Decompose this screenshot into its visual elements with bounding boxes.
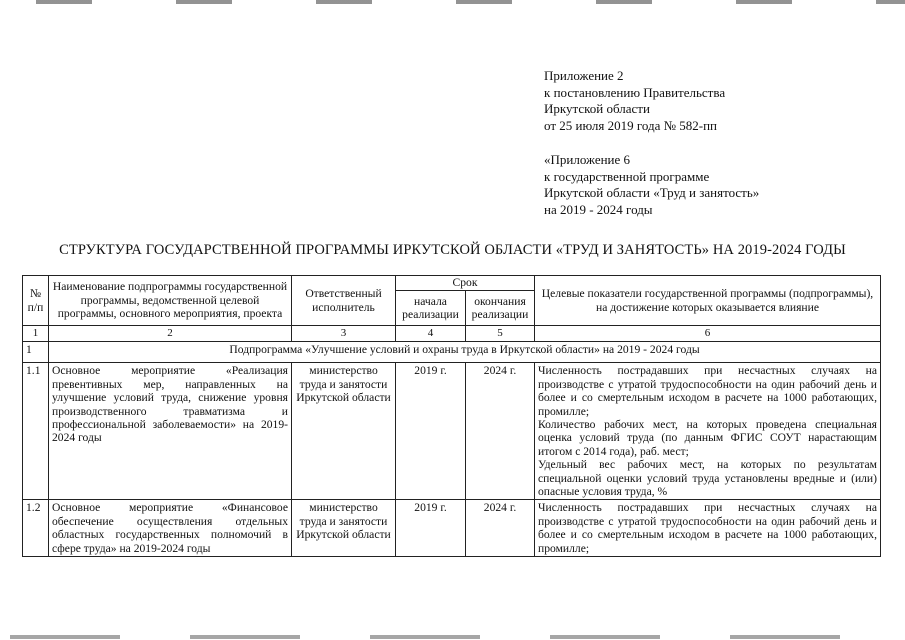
row-name: Основное мероприятие «Реализация превентивных мер, направленных на улучшение условий труда, снижение уровня производственного травматизма и профессиональной заболеваемости» на 2019-2024 годы bbox=[49, 363, 292, 500]
row-executor: министерство труда и занятости Иркутской области bbox=[292, 500, 396, 557]
appendix-line: Приложение 2 bbox=[544, 68, 624, 83]
subprogram-title: Подпрограмма «Улучшение условий и охраны труда в Иркутской области» на 2019 - 2024 годы bbox=[49, 342, 881, 363]
row-end: 2024 г. bbox=[466, 363, 535, 500]
row-executor: министерство труда и занятости Иркутской области bbox=[292, 363, 396, 500]
header-num: № п/п bbox=[23, 276, 49, 326]
row-indicators bbox=[535, 363, 881, 500]
appendix-line: к государственной программе bbox=[544, 168, 710, 184]
appendix-line: на 2019 - 2024 годы bbox=[544, 201, 653, 217]
row-start: 2019 г. bbox=[396, 500, 466, 557]
header-name: Наименование подпрограммы государственной программы, ведомственной целевой программы, основного мероприятия, проекта bbox=[49, 276, 292, 326]
appendix-line: Иркутской области bbox=[544, 101, 650, 116]
appendix-line: от 25 июля 2019 года № 582-пп bbox=[544, 117, 717, 133]
row-end: 2024 г. bbox=[466, 500, 535, 557]
row-num: 1.1 bbox=[23, 363, 49, 500]
header-end: окончания реализации bbox=[466, 291, 535, 326]
column-numbers-row bbox=[23, 326, 881, 342]
indicator-item: Численность пострадавших при несчастных случаях на производстве с утратой трудоспособности на один рабочий день и более и со смертельным исходом в расчете на 1000 работающих, промилле; bbox=[538, 364, 877, 418]
table-row bbox=[23, 363, 881, 500]
appendix-gap bbox=[544, 134, 759, 152]
indicator-item: Количество рабочих мест, на которых проведена специальная оценка условий труда (по данным ФГИС СОУТ нарастающим итогом с 2014 года), раб. мест; bbox=[538, 418, 877, 458]
appendix-line: «Приложение 6 bbox=[544, 152, 631, 167]
row-start: 2019 г. bbox=[396, 363, 466, 500]
col-number: 6 bbox=[535, 326, 881, 342]
row-num: 1.2 bbox=[23, 500, 49, 557]
scan-edge-bottom bbox=[0, 635, 905, 639]
header-start: начала реализации bbox=[396, 291, 466, 326]
header-executor: Ответственный исполнитель bbox=[292, 276, 396, 326]
col-number: 3 bbox=[292, 326, 396, 342]
document-title: СТРУКТУРА ГОСУДАРСТВЕННОЙ ПРОГРАММЫ ИРКУТСКОЙ ОБЛАСТИ «ТРУД И ЗАНЯТОСТЬ» НА 2019-2024 ГОДЫ bbox=[59, 242, 846, 258]
header-term: Срок bbox=[396, 276, 535, 291]
col-number: 2 bbox=[49, 326, 292, 342]
table-row bbox=[23, 500, 881, 557]
indicator-item: Удельный вес рабочих мест, на которых по результатам специальной оценки условий труда установлены вредные и (или) опасные условия труда, % bbox=[538, 458, 877, 499]
structure-table bbox=[22, 275, 881, 557]
scan-edge-top bbox=[0, 0, 905, 4]
subprogram-row bbox=[23, 342, 881, 363]
appendix-block bbox=[544, 68, 759, 218]
row-indicators bbox=[535, 500, 881, 557]
header-row bbox=[23, 276, 881, 291]
appendix-line: к постановлению Правительства bbox=[544, 84, 726, 100]
row-name: Основное мероприятие «Финансовое обеспечение осуществления отдельных областных государственных полномочий в сфере труда» на 2019-2024 годы bbox=[49, 500, 292, 557]
indicator-item: Численность пострадавших при несчастных случаях на производстве с утратой трудоспособности на один рабочий день и более и со смертельным исходом в расчете на 1000 работающих, промилле; bbox=[538, 501, 877, 555]
appendix-line: Иркутской области «Труд и занятость» bbox=[544, 185, 760, 200]
col-number: 4 bbox=[396, 326, 466, 342]
subprogram-num: 1 bbox=[23, 342, 49, 363]
col-number: 5 bbox=[466, 326, 535, 342]
header-indicators: Целевые показатели государственной программы (подпрограммы), на достижение которых оказывается влияние bbox=[535, 276, 881, 326]
col-number: 1 bbox=[23, 326, 49, 342]
